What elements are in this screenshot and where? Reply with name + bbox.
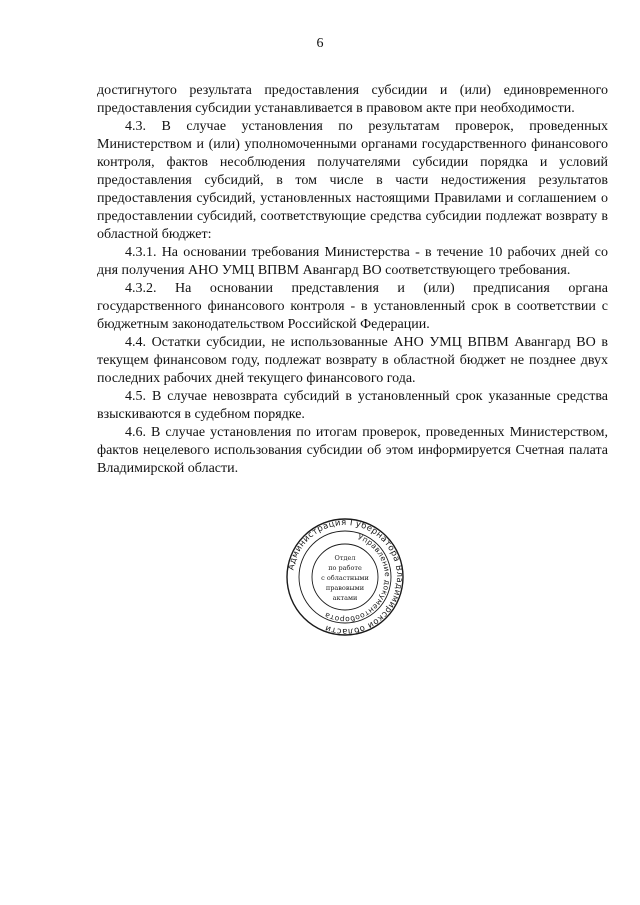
stamp-outer-text: Администрация Губернатора Владимирской области: [286, 517, 405, 637]
official-stamp: [285, 517, 405, 637]
paragraph-4-3-1: 4.3.1. На основании требования Министерства - в течение 10 рабочих дней со дня получения АНО УМЦ ВПВМ Авангард ВО соответствующего требования.: [97, 245, 608, 278]
paragraph-4-3: 4.3. В случае установления по результатам проверок, проведенных Министерством и (или) уполномоченными органами государственного финансового контроля, фактов несоблюдения получателями субсидии порядка и условий предоставления субсидий, в том числе в части недостижения результатов предоставления субсидий, установленных настоящими Правилами и соглашением о предоставлении субсидий, соответствующие средства субсидии подлежат возврату в областной бюджет:: [97, 119, 608, 242]
paragraph-4-5: 4.5. В случае невозврата субсидий в установленный срок указанные средства взыскиваются в судебном порядке.: [97, 389, 608, 422]
stamp-inner-text: Управление документооборота: [323, 532, 393, 625]
document-body: [97, 82, 608, 478]
stamp-center-line: актами: [332, 594, 358, 602]
paragraph-4-3-2: 4.3.2. На основании представления и (или) предписания органа государственного финансового контроля - в установленный срок в соответствии с бюджетным законодательством Российской Федерации.: [97, 281, 608, 332]
stamp-center-line: правовыми: [325, 584, 365, 592]
stamp-center-line: с областными: [321, 574, 369, 582]
stamp-center-line: по работе: [328, 564, 362, 572]
paragraph-4-6: 4.6. В случае установления по итогам проверок, проведенных Министерством, фактов нецелевого использования субсидии об этом информируется Счетная палата Владимирской области.: [97, 425, 608, 476]
page-number: 6: [316, 36, 324, 51]
paragraph-continuation: достигнутого результата предоставления субсидии и (или) единовременного предоставления субсидии устанавливается в правовом акте при необходимости.: [97, 83, 608, 116]
paragraph-4-4: 4.4. Остатки субсидии, не использованные АНО УМЦ ВПВМ Авангард ВО в текущем финансовом году, подлежат возврату в областной бюджет не позднее двух последних рабочих дней текущего финансового года.: [97, 335, 608, 386]
stamp-center-line: Отдел: [334, 554, 356, 562]
